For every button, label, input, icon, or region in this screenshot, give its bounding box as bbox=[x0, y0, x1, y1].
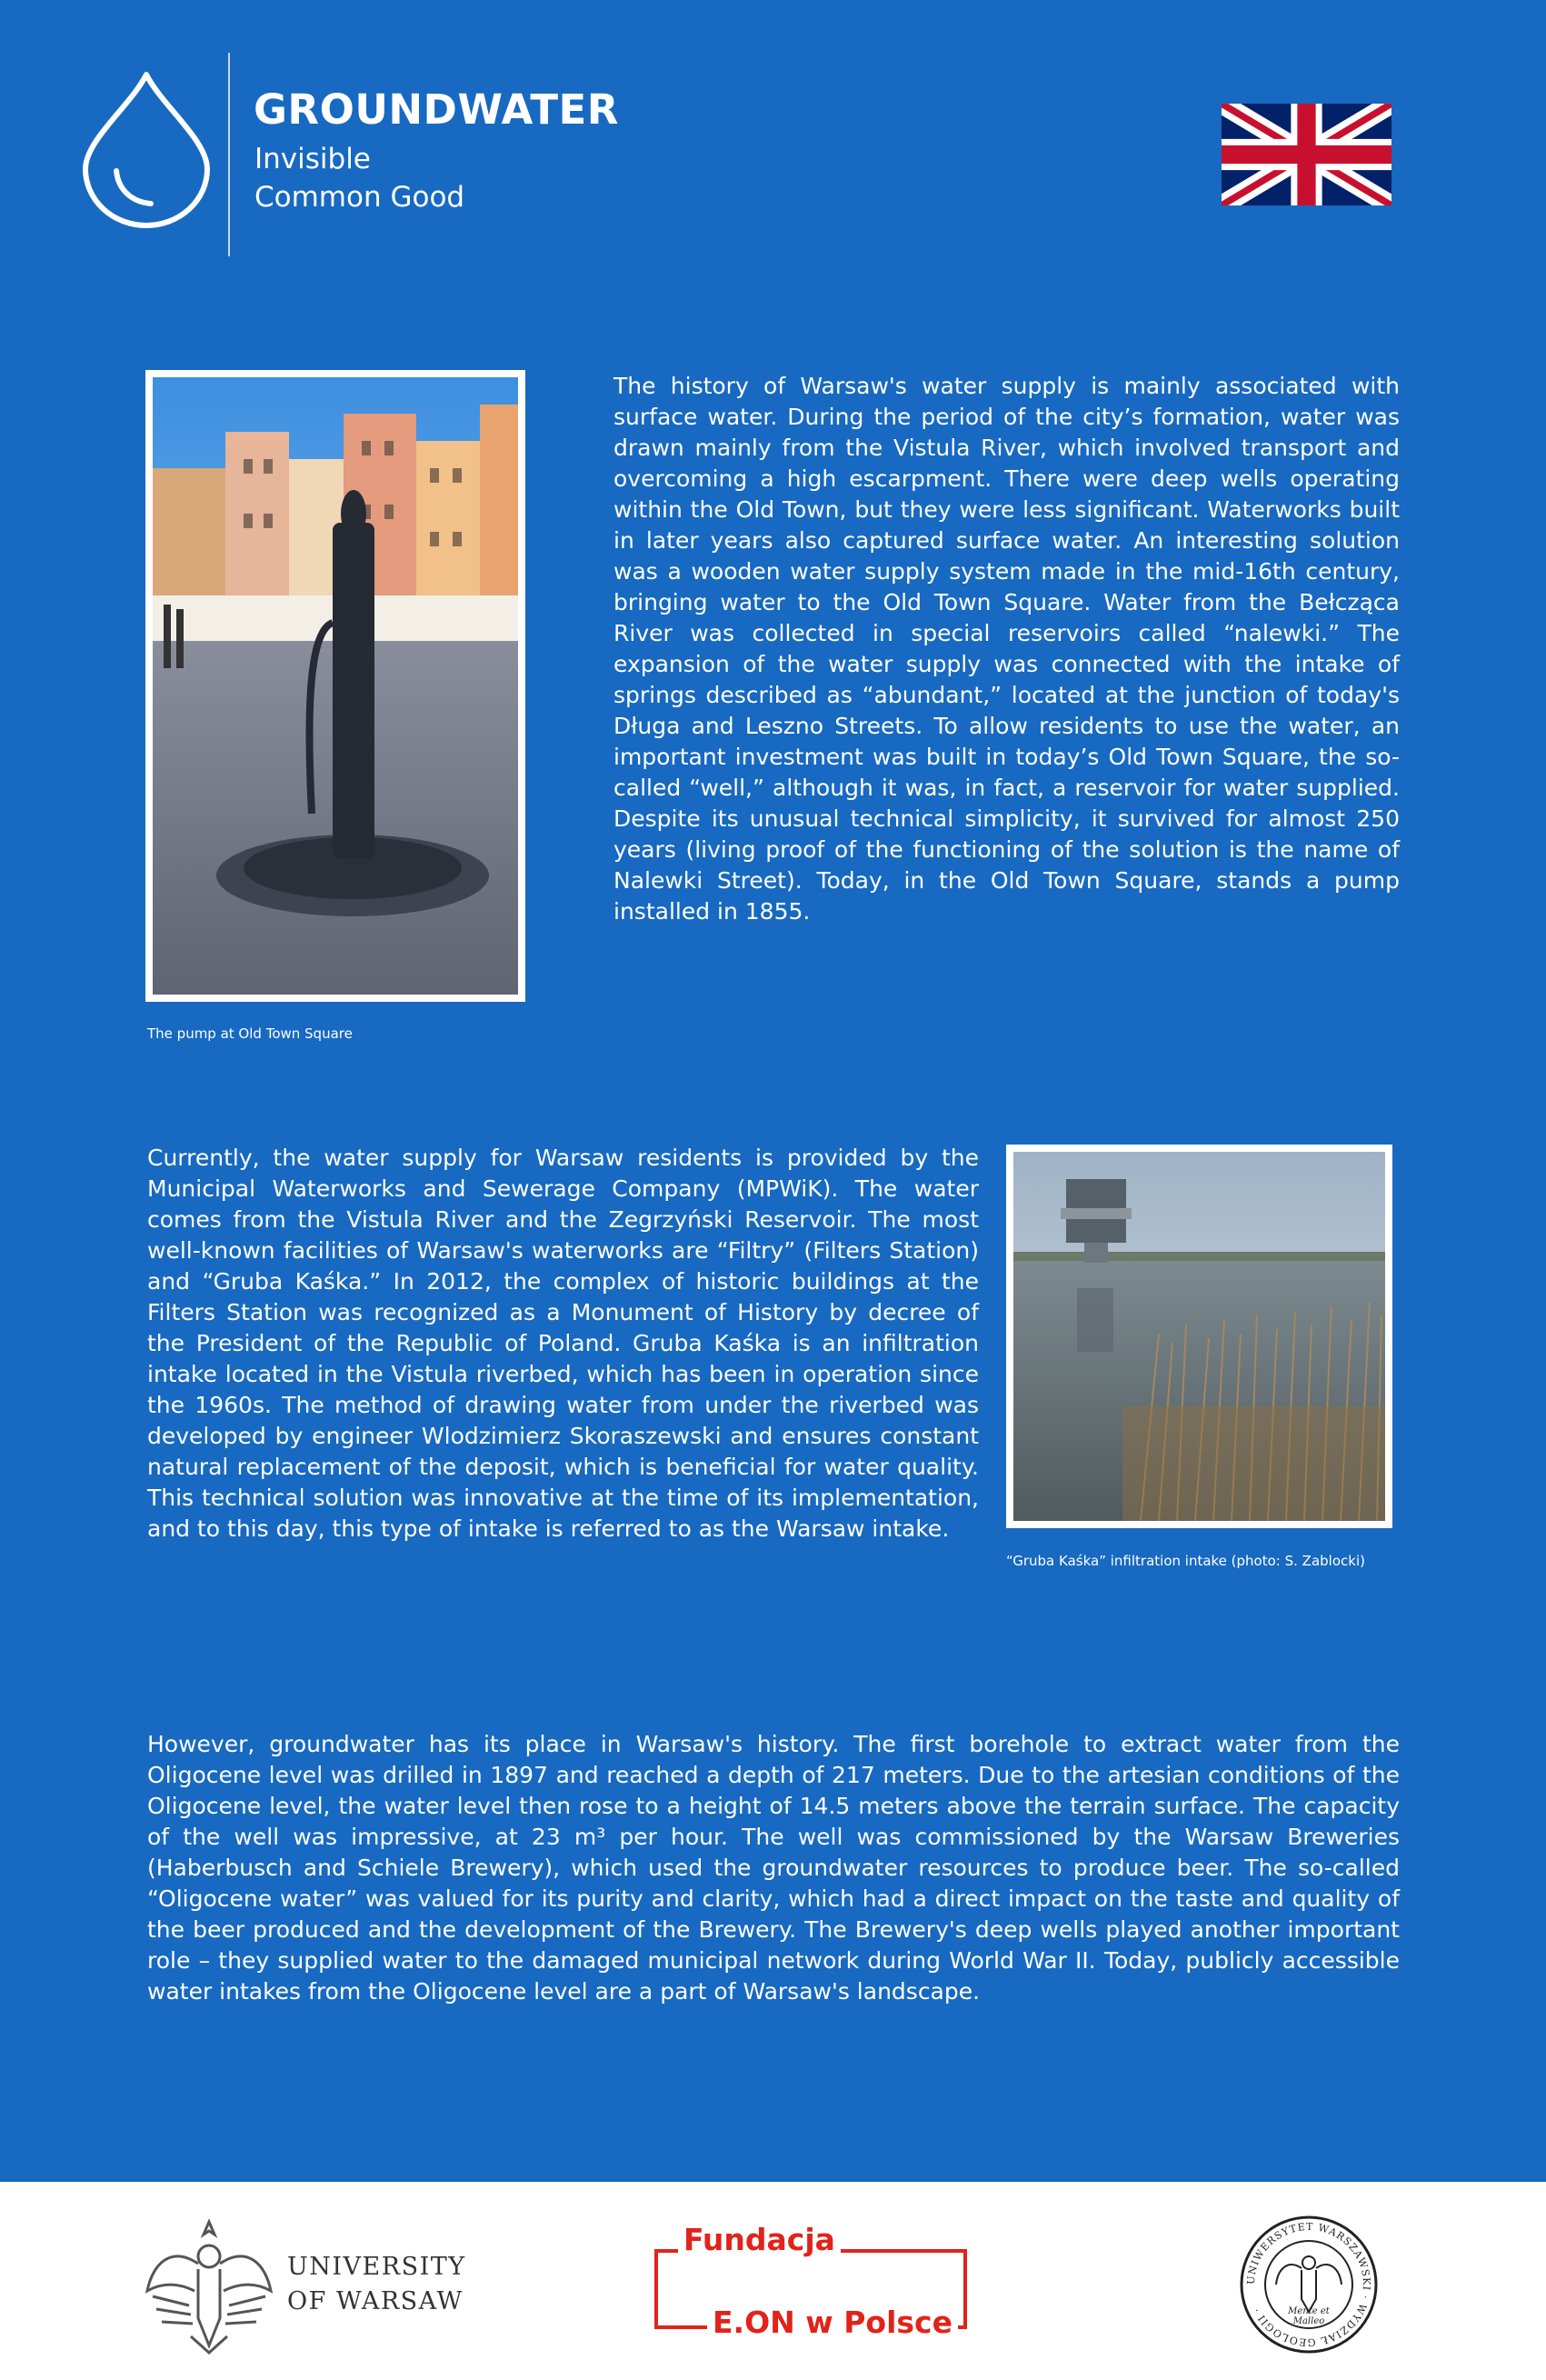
photo2-caption: “Gruba Kaśka” infiltration intake (photo: S. Zablocki) bbox=[1006, 1553, 1365, 1569]
page-subtitle-line1: Invisible bbox=[254, 143, 371, 175]
old-town-pump-image bbox=[153, 377, 518, 995]
water-drop-icon bbox=[78, 69, 214, 229]
svg-text:Mente et: Mente et bbox=[1288, 2306, 1330, 2316]
uk-flag-icon bbox=[1222, 104, 1391, 205]
svg-text:UNIWERSYTET WARSZAWSKI · WYDZI: UNIWERSYTET WARSZAWSKI · WYDZIAŁ GEOLOGII · bbox=[1244, 2220, 1373, 2349]
page-title: GROUNDWATER bbox=[254, 85, 619, 134]
old-town-pump-photo bbox=[145, 370, 525, 1002]
gruba-kaska-photo bbox=[1006, 1145, 1392, 1528]
faculty-of-geology-seal bbox=[1238, 2212, 1380, 2357]
university-name-line1: UNIVERSITY bbox=[287, 2253, 466, 2281]
svg-text:Malleo: Malleo bbox=[1292, 2316, 1325, 2326]
groundwater-paragraph: However, groundwater has its place in Warsaw's history. The first borehole to extract water from the Oligocene level was drilled in 1897 and reached a depth of 217 meters. Due to the artesian conditions of the Oligocene level, the water level then rose to a height of 14.5 meters above the terrain surface. The capacity of the well was impressive, at 23 m³ per hour. The well was commissioned by the Warsaw Breweries (Haberbusch and Schiele Brewery), which used the groundwater resources to produce beer. The so-called “Oligocene water” was valued for its purity and clarity, which had a direct impact on the taste and quality of the beer produced and the development of the Brewery. The Brewery's deep wells played another important role – they supplied water to the damaged municipal network during World War II. Today, publicly accessible water intakes from the Oligocene level are a part of Warsaw's landscape. bbox=[147, 1731, 1400, 2005]
photo1-caption: The pump at Old Town Square bbox=[147, 1025, 353, 1042]
page-subtitle-line2: Common Good bbox=[254, 181, 465, 214]
eon-foundation-line1: Fundacja bbox=[678, 2222, 841, 2257]
current-supply-paragraph: Currently, the water supply for Warsaw residents is provided by the Municipal Waterworks and Sewerage Company (MPWiK). The water comes from the Vistula River and the Zegrzyński Reservoir. The most well-known facilities of Warsaw's waterworks are “Filtry” (Filters Station) and “Gruba Kaśka.” In 2012, the complex of historic buildings at the Filters Station was recognized as a Monument of History by decree of the President of the Republic of Poland. Gruba Kaśka is an infiltration intake located in the Vistula riverbed, which has been in operation since the 1960s. The method of drawing water from under the riverbed was developed by engineer Wlodzimierz Skoraszewski and ensures constant natural replacement of the deposit, which is beneficial for water quality. This technical solution was innovative at the time of its implementation, and to this day, this type of intake is referred to as the Warsaw intake. bbox=[147, 1145, 979, 1542]
university-of-warsaw-eagle-logo bbox=[144, 2218, 274, 2355]
header-divider bbox=[228, 53, 230, 256]
eon-foundation-line2: E.ON w Polsce bbox=[707, 2305, 958, 2340]
gruba-kaska-image bbox=[1013, 1152, 1385, 1521]
history-paragraph: The history of Warsaw's water supply is mainly associated with surface water. During the period of the city’s formation, water was drawn mainly from the Vistula River, which involved transport and overcoming a high escarpment. There were deep wells operating within the Old Town, but they were less significant. Waterworks built in later years also captured surface water. An interesting solution was a wooden water supply system made in the mid-16th century, bringing water to the Old Town Square. Water from the Bełcząca River was collected in special reservoirs called “nalewki.” The expansion of the water supply was connected with the intake of springs described as “abundant,” located at the junction of today's Długa and Leszno Streets. To allow residents to use the water, an important investment was built in today’s Old Town Square, the so-called “well,” although it was, in fact, a reservoir for water supplied. Despite its unusual technical simplicity, it survived for almost 250 years (living proof of the functioning of the solution is the name of Nalewki Street). Today, in the Old Town Square, stands a pump installed in 1855. bbox=[613, 373, 1400, 925]
university-name-line2: OF WARSAW bbox=[287, 2287, 464, 2315]
